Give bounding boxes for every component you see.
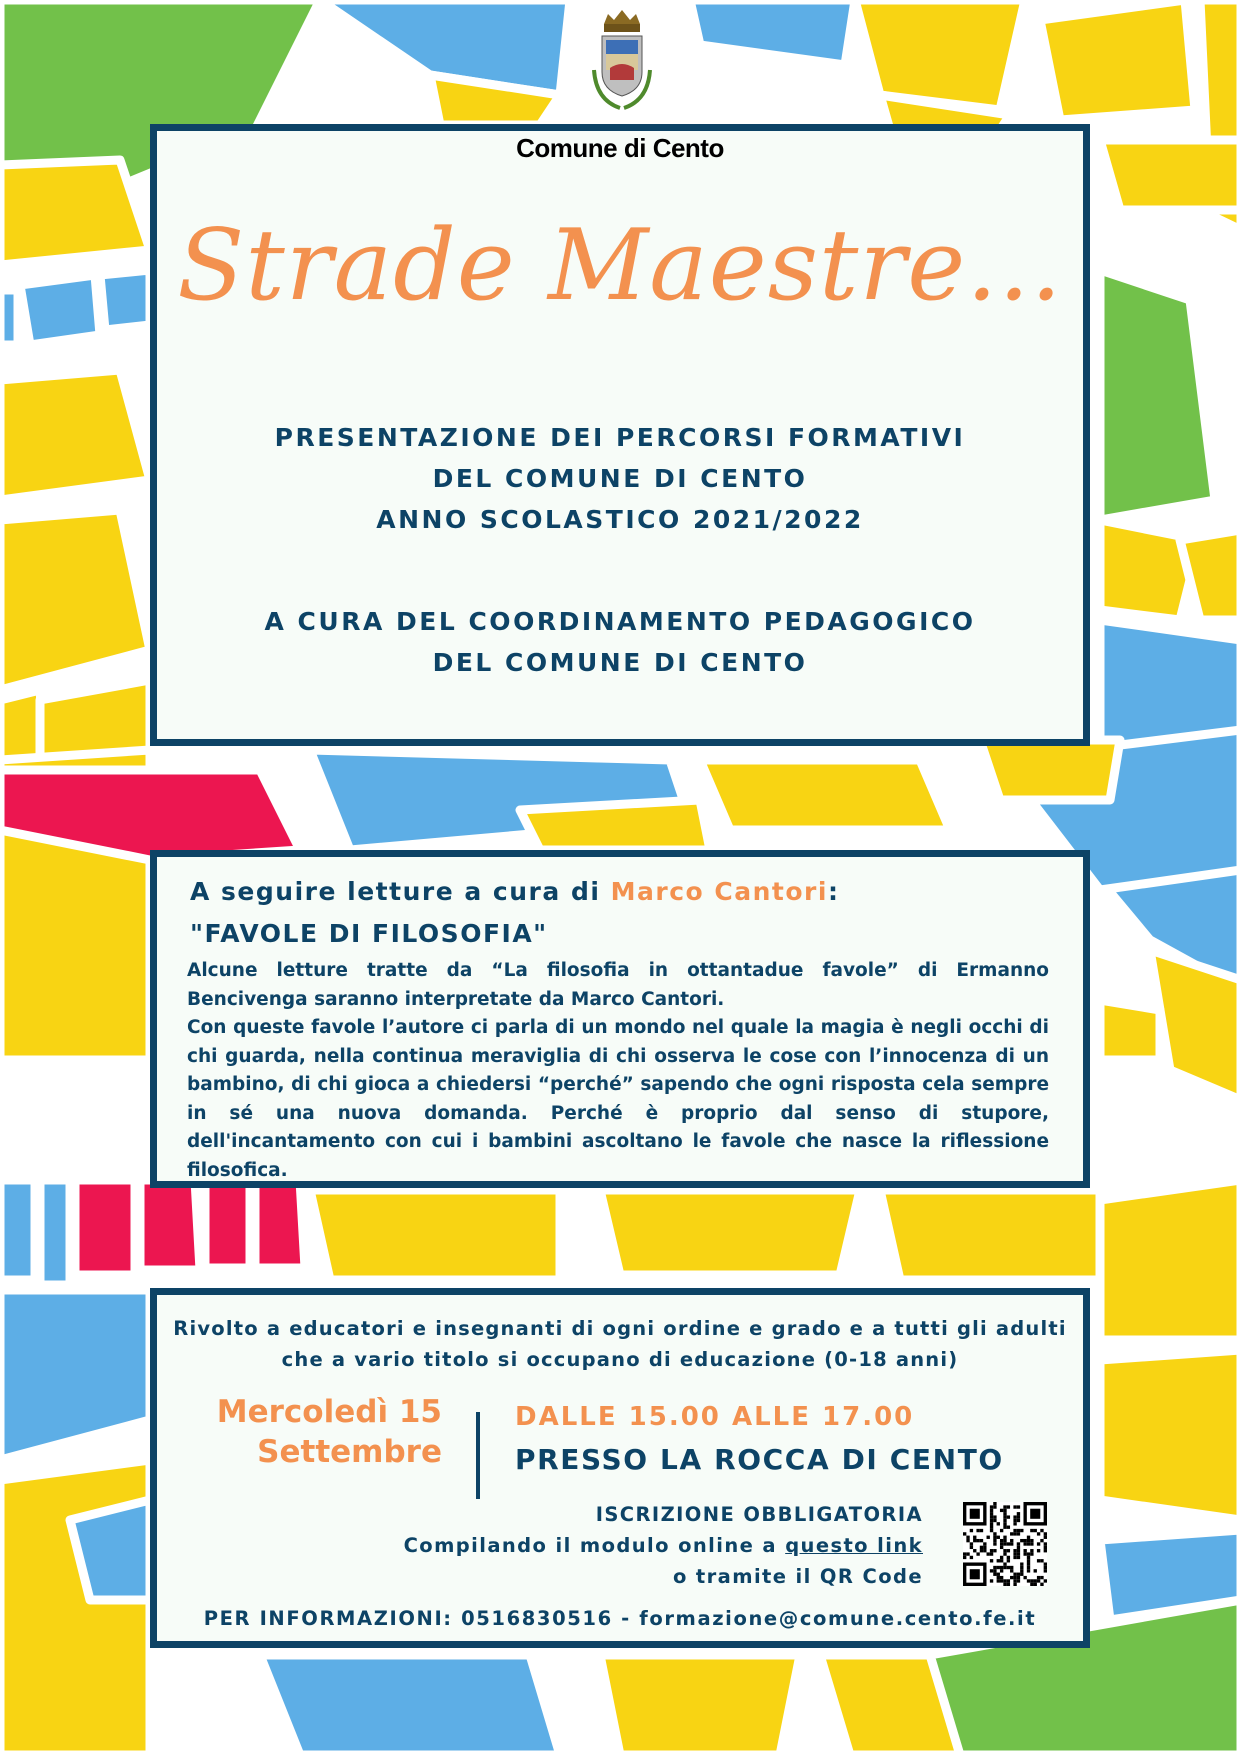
presentation-text bbox=[157, 417, 1083, 540]
audience-line: Rivolto a educatori e insegnanti di ogni ordine e grado e a tutti gli adulti bbox=[173, 1317, 1067, 1340]
reader-name: Marco Cantori bbox=[610, 877, 828, 906]
registration-info bbox=[404, 1499, 923, 1592]
registration-title: ISCRIZIONE OBBLIGATORIA bbox=[595, 1503, 923, 1526]
event-title: Strade Maestre... bbox=[177, 209, 1063, 323]
curated-by-text bbox=[157, 601, 1083, 683]
readings-subtitle: "FAVOLE DI FILOSOFIA" bbox=[190, 919, 548, 948]
contact-info: PER INFORMAZIONI: 0516830516 - formazione@comune.cento.fe.it bbox=[203, 1607, 1037, 1630]
registration-line: Compilando il modulo online a bbox=[403, 1534, 786, 1557]
presentation-line: DEL COMUNE DI CENTO bbox=[432, 464, 808, 493]
curated-line: A CURA DEL COORDINAMENTO PEDAGOGICO bbox=[264, 607, 976, 636]
readings-paragraph: Alcune letture tratte da “La filosofia in ottantadue favole” di Ermanno Bencivenga saranno interpretate da Marco Cantori. bbox=[187, 960, 1049, 1010]
audience-line: che a vario titolo si occupano di educazione (0-18 anni) bbox=[281, 1348, 959, 1371]
presentation-line: ANNO SCOLASTICO 2021/2022 bbox=[376, 505, 864, 534]
event-date bbox=[157, 1392, 442, 1472]
municipal-crest-icon bbox=[576, 0, 668, 122]
qr-code-icon bbox=[963, 1502, 1047, 1586]
presentation-line: PRESENTAZIONE DEI PERCORSI FORMATIVI bbox=[274, 423, 966, 452]
org-name: Comune di Cento bbox=[516, 133, 724, 163]
divider bbox=[476, 1412, 480, 1499]
qr-code[interactable] bbox=[963, 1502, 1047, 1586]
intro-card bbox=[150, 124, 1090, 746]
crest-box bbox=[576, 0, 668, 122]
readings-heading bbox=[190, 871, 839, 955]
event-place: PRESSO LA ROCCA DI CENTO bbox=[515, 1443, 1004, 1476]
readings-description bbox=[187, 957, 1049, 1185]
qr-line: o tramite il QR Code bbox=[672, 1565, 923, 1588]
registration-link[interactable]: questo link bbox=[785, 1534, 923, 1557]
readings-colon: : bbox=[827, 877, 840, 906]
event-time: DALLE 15.00 ALLE 17.00 bbox=[515, 1402, 915, 1432]
curated-line: DEL COMUNE DI CENTO bbox=[432, 648, 808, 677]
readings-card bbox=[150, 850, 1090, 1188]
date-line: Settembre bbox=[257, 1434, 442, 1470]
readings-paragraph: Con queste favole l’autore ci parla di un mondo nel quale la magia è negli occhi di chi guarda, nella continua meraviglia di chi osserva le cose con l’innocenza di un bambino, di chi gioca a chiedersi “perché” sapendo che ogni risposta cela sempre in sé una nuova domanda. Perché è proprio dal senso di stupore, dell'incantamento con cui i bambini ascoltano le favole che nasce la riflessione filosofica. bbox=[187, 1017, 1049, 1181]
date-line: Mercoledì 15 bbox=[216, 1394, 442, 1430]
event-details-card bbox=[150, 1288, 1090, 1648]
audience-text bbox=[157, 1313, 1083, 1375]
readings-lead: A seguire letture a cura di bbox=[190, 877, 611, 906]
